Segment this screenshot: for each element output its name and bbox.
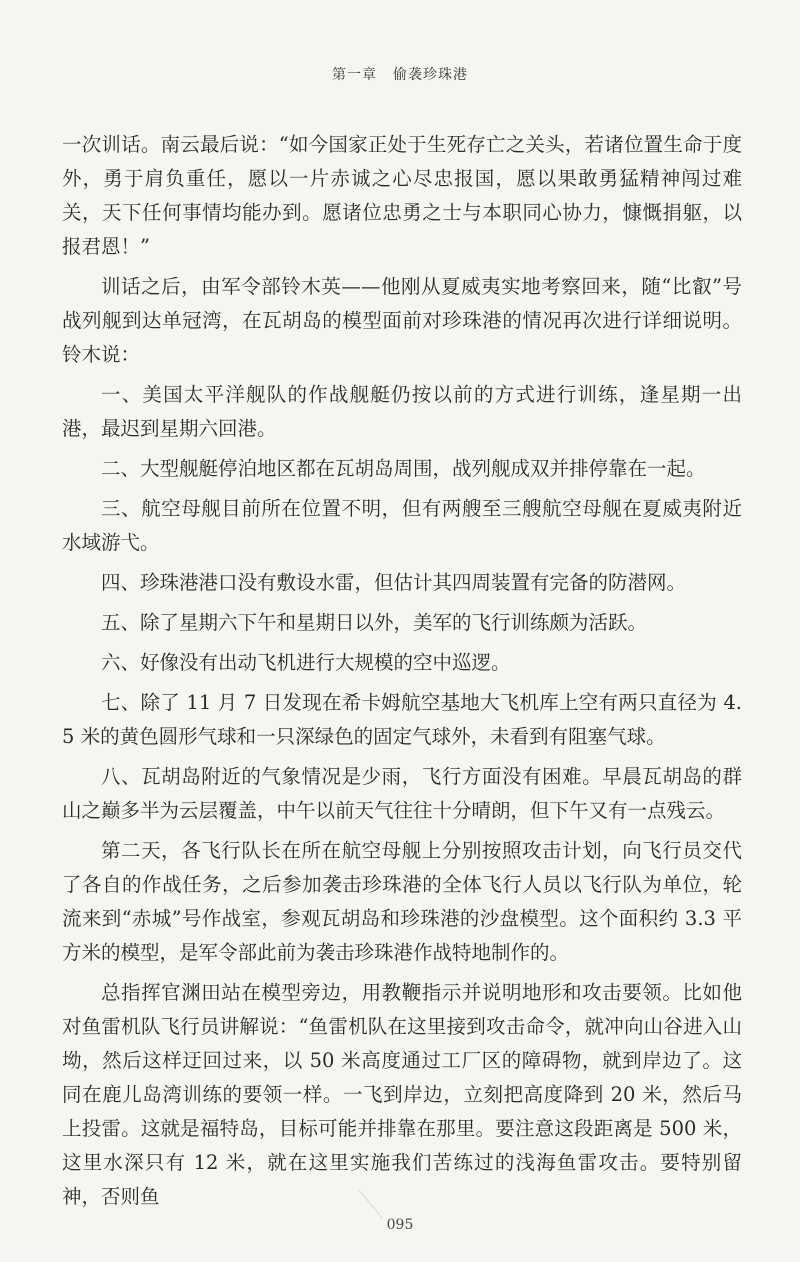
- paragraph: 总指挥官渊田站在模型旁边，用教鞭指示并说明地形和攻击要领。比如他对鱼雷机队飞行员讲解说：“鱼雷机队在这里接到攻击命令，就冲向山谷进入山坳，然后这样迂回过来，以 50 米高度通过工厂区的障碍物，就到岸边了。这同在鹿儿岛湾训练的要领一样。一飞到岸边，立刻把高度降到 20 米，然后马上投雷。这就是福特岛，目标可能并排靠在那里。要注意这段距离是 500 米，这里水深只有 12 米，就在这里实施我们苦练过的浅海鱼雷攻击。要特别留神，否则鱼: [62, 981, 742, 1208]
- paragraph: 一次训话。南云最后说：“如今国家正处于生死存亡之关头，若诸位置生命于度外，勇于肩负重任，愿以一片赤诚之心尽忠报国，愿以果敢勇猛精神闯过难关，天下任何事情均能办到。愿诸位忠勇之士与本职同心协力，慷慨捐躯，以报君恩！”: [62, 133, 742, 258]
- running-header: [0, 64, 800, 84]
- chapter-title: 偷袭珍珠港: [393, 67, 468, 83]
- paragraph: 三、航空母舰目前所在位置不明，但有两艘至三艘航空母舰在夏威夷附近水域游弋。: [62, 497, 742, 554]
- page-body: [62, 128, 742, 1220]
- paragraph: 训话之后，由军令部铃木英——他刚从夏威夷实地考察回来，随“比叡”号战列舰到达单冠湾，在瓦胡岛的模型面前对珍珠港的情况再次进行详细说明。铃木说：: [62, 275, 742, 366]
- paragraph: 八、瓦胡岛附近的气象情况是少雨，飞行方面没有困难。早晨瓦胡岛的群山之巅多半为云层覆盖，中午以前天气往往十分晴朗，但下午又有一点残云。: [62, 765, 742, 822]
- paragraph: 六、好像没有出动飞机进行大规模的空中巡逻。: [101, 651, 511, 674]
- paragraph: 二、大型舰艇停泊地区都在瓦胡岛周围，战列舰成双并排停靠在一起。: [101, 457, 706, 480]
- paragraph: 七、除了 11 月 7 日发现在希卡姆航空基地大飞机库上空有两只直径为 4.5 米的黄色圆形气球和一只深绿色的固定气球外，未看到有阻塞气球。: [62, 691, 742, 748]
- paragraph: 第二天，各飞行队长在所在航空母舰上分别按照攻击计划，向飞行员交代了各自的作战任务，之后参加袭击珍珠港的全体飞行人员以飞行队为单位，轮流来到“赤城”号作战室，参观瓦胡岛和珍珠港的沙盘模型。这个面积约 3.3 平方米的模型，是军令部此前为袭击珍珠港作战特地制作的。: [62, 839, 742, 964]
- chapter-label: 第一章: [332, 67, 377, 83]
- paragraph: 五、除了星期六下午和星期日以外，美军的飞行训练颇为活跃。: [101, 611, 648, 634]
- page-number: 095: [386, 1217, 414, 1233]
- paragraph: 四、珍珠港港口没有敷设水雷，但估计其四周装置有完备的防潜网。: [101, 571, 687, 594]
- paragraph: 一、美国太平洋舰队的作战舰艇仍按以前的方式进行训练，逢星期一出港，最迟到星期六回港。: [62, 383, 742, 440]
